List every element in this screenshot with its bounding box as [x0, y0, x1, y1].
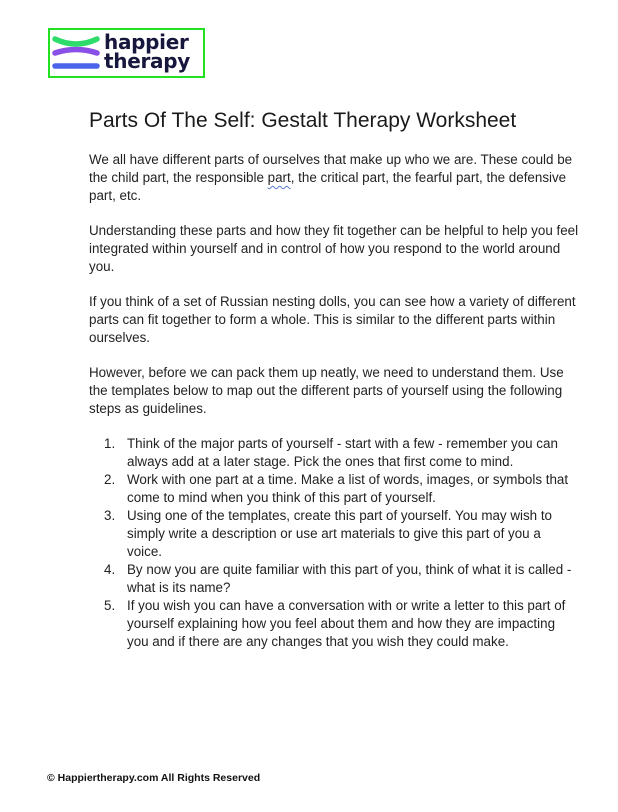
paragraph-intro — [89, 151, 579, 205]
list-number: 3. — [104, 508, 116, 523]
list-text: Using one of the templates, create this part of yourself. You may wish to simply write a description or use art materials to give this part of you a voice. — [127, 508, 553, 559]
list-text: Think of the major parts of yourself - start with a few - remember you can always add at a later stage. Pick the ones that first come to mind. — [127, 436, 558, 469]
copyright-footer: © Happiertherapy.com All Rights Reserved — [47, 772, 261, 784]
paragraph-understanding: Understanding these parts and how they fit together can be helpful to help you feel integrated within yourself and in control of how you respond to the world around you. — [89, 223, 579, 274]
logo-line-1: happier — [104, 30, 189, 54]
list-item — [104, 471, 579, 507]
paragraph-text: We all have different parts of ourselves that make up who we are. These could be the child part, the responsible — [89, 152, 573, 185]
brand-logo — [48, 28, 205, 78]
list-number: 4. — [104, 562, 116, 577]
logo-line-2: therapy — [104, 49, 190, 73]
list-item — [104, 435, 579, 471]
list-item — [104, 507, 579, 561]
list-item — [104, 597, 579, 651]
steps-list — [104, 435, 579, 651]
document-body — [89, 151, 579, 651]
paragraph-nesting-dolls: If you think of a set of Russian nesting dolls, you can see how a variety of different parts can fit together to form a whole. This is similar to the different parts within ourselves. — [89, 294, 576, 345]
paragraph-text: , the critical part, the fearful part, the defensive part, etc. — [89, 170, 567, 203]
logo-wordmark — [104, 30, 190, 73]
spellcheck-flagged-word[interactable]: part — [267, 170, 291, 185]
page-title: Parts Of The Self: Gestalt Therapy Worksheet — [89, 109, 517, 132]
list-text: By now you are quite familiar with this part of you, think of what it is called - what is its name? — [127, 562, 572, 595]
list-text: If you wish you can have a conversation with or write a letter to this part of yourself explaining how you feel about them and how they are impacting you and if there are any changes that you wish they could make. — [127, 598, 566, 649]
list-number: 2. — [104, 472, 116, 487]
list-number: 1. — [104, 436, 116, 451]
list-item — [104, 561, 579, 597]
list-text: Work with one part at a time. Make a list of words, images, or symbols that come to mind when you think of this part of yourself. — [127, 472, 569, 505]
paragraph-instructions: However, before we can pack them up neatly, we need to understand them. Use the templates below to map out the different parts of yourself using the following steps as guidelines. — [89, 365, 564, 416]
three-wave-stripes-icon — [52, 33, 100, 73]
list-number: 5. — [104, 598, 116, 613]
